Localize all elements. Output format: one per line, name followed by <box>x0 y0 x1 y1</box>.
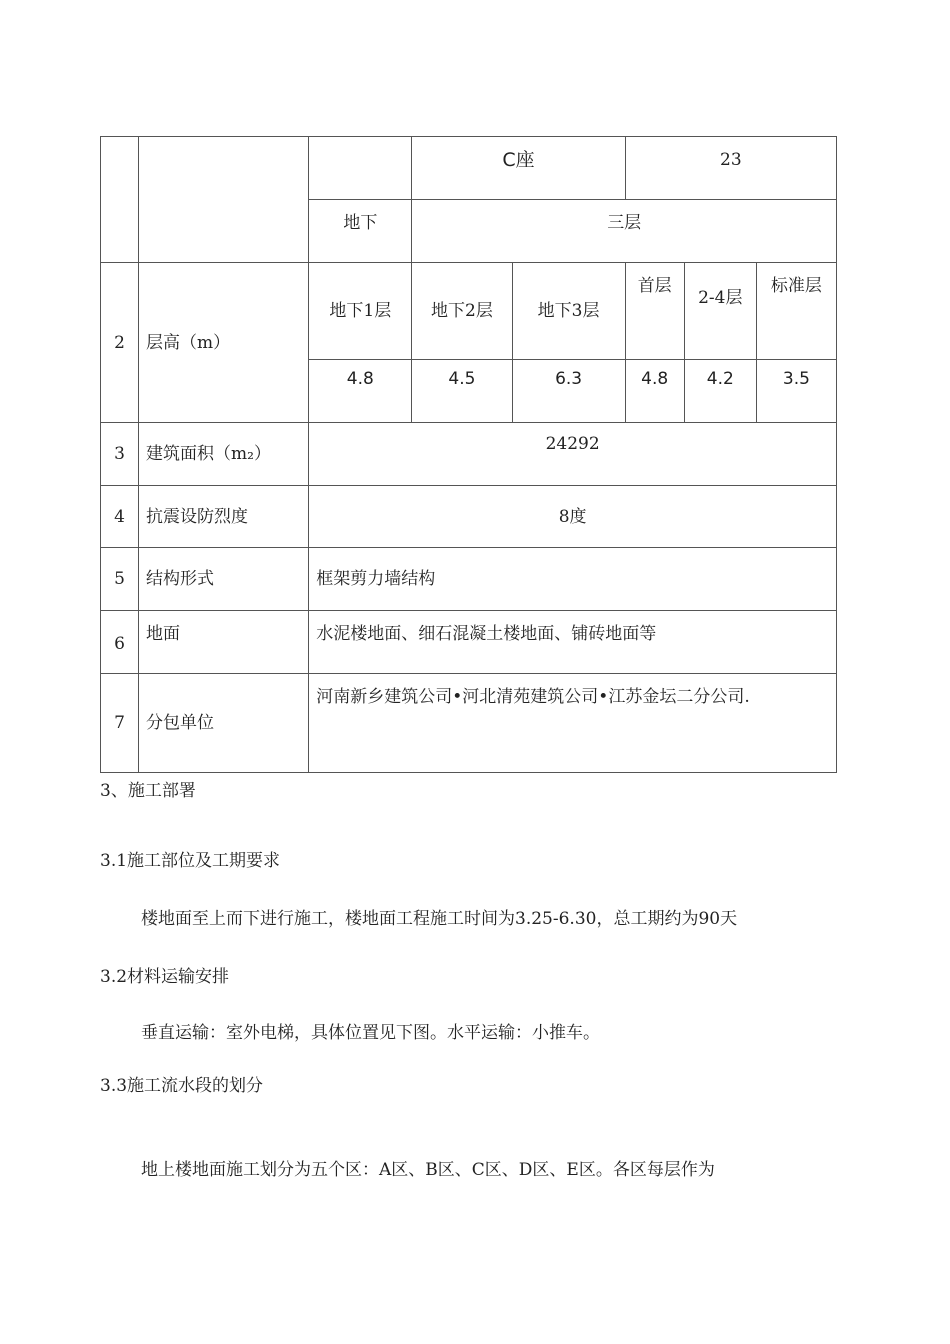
project-overview-table <box>100 136 837 773</box>
row-number: 3 <box>101 423 139 486</box>
floor-header-first: 首层 <box>625 263 684 360</box>
underground-label: 地下 <box>309 200 412 263</box>
underground-value: 三层 <box>412 200 837 263</box>
height-value-b2: 4.5 <box>412 360 512 423</box>
height-value-first: 4.8 <box>625 360 684 423</box>
section-3-3-text: 地上楼地面施工划分为五个区：A区、B区、C区、D区、E区。各区每层作为 <box>141 1160 715 1180</box>
table-row <box>101 548 837 611</box>
c-seat-label: C座 <box>412 137 625 200</box>
floor-header-b3: 地下3层 <box>512 263 625 360</box>
row-label: 层高（m） <box>139 263 309 423</box>
floor-header-2-4: 2-4层 <box>684 263 756 360</box>
height-value-b1: 4.8 <box>309 360 412 423</box>
row-number: 7 <box>101 674 139 773</box>
section-3-title: 3、施工部署 <box>100 781 196 801</box>
table-row <box>101 486 837 548</box>
row-label: 分包单位 <box>139 674 309 773</box>
building-area-value: 24292 <box>309 423 837 486</box>
table-row <box>101 674 837 773</box>
floor-finish-value: 水泥楼地面、细石混凝土楼地面、铺砖地面等 <box>309 611 837 674</box>
section-3-2-title: 3.2材料运输安排 <box>100 967 230 987</box>
label-cell <box>139 137 309 263</box>
row-number: 2 <box>101 263 139 423</box>
row-label: 结构形式 <box>139 548 309 611</box>
section-3-1-text: 楼地面至上而下进行施工，楼地面工程施工时间为3.25-6.30，总工期约为90天 <box>141 909 738 929</box>
row-number: 4 <box>101 486 139 548</box>
floor-header-standard: 标准层 <box>756 263 836 360</box>
table-row <box>101 423 837 486</box>
floor-header-b2: 地下2层 <box>412 263 512 360</box>
section-3-3-title: 3.3施工流水段的划分 <box>100 1076 264 1096</box>
table-row <box>101 611 837 674</box>
height-value-b3: 6.3 <box>512 360 625 423</box>
c-seat-value: 23 <box>625 137 836 200</box>
row-number: 5 <box>101 548 139 611</box>
row-label: 建筑面积（m₂） <box>139 423 309 486</box>
row-label: 抗震设防烈度 <box>139 486 309 548</box>
subcontractor-value: 河南新乡建筑公司•河北清苑建筑公司•江苏金坛二分公司. <box>309 674 837 773</box>
seismic-value: 8度 <box>309 486 837 548</box>
no-cell <box>101 137 139 263</box>
section-3-2-text: 垂直运输：室外电梯，具体位置见下图。水平运输：小推车。 <box>141 1023 600 1043</box>
row-label: 地面 <box>139 611 309 674</box>
empty-cell <box>309 137 412 200</box>
table-row <box>101 263 837 360</box>
height-value-2-4: 4.2 <box>684 360 756 423</box>
section-3-1-title: 3.1施工部位及工期要求 <box>100 851 281 871</box>
height-value-standard: 3.5 <box>756 360 836 423</box>
structure-value: 框架剪力墙结构 <box>309 548 837 611</box>
floor-header-b1: 地下1层 <box>309 263 412 360</box>
row-number: 6 <box>101 611 139 674</box>
table-row <box>101 137 837 200</box>
